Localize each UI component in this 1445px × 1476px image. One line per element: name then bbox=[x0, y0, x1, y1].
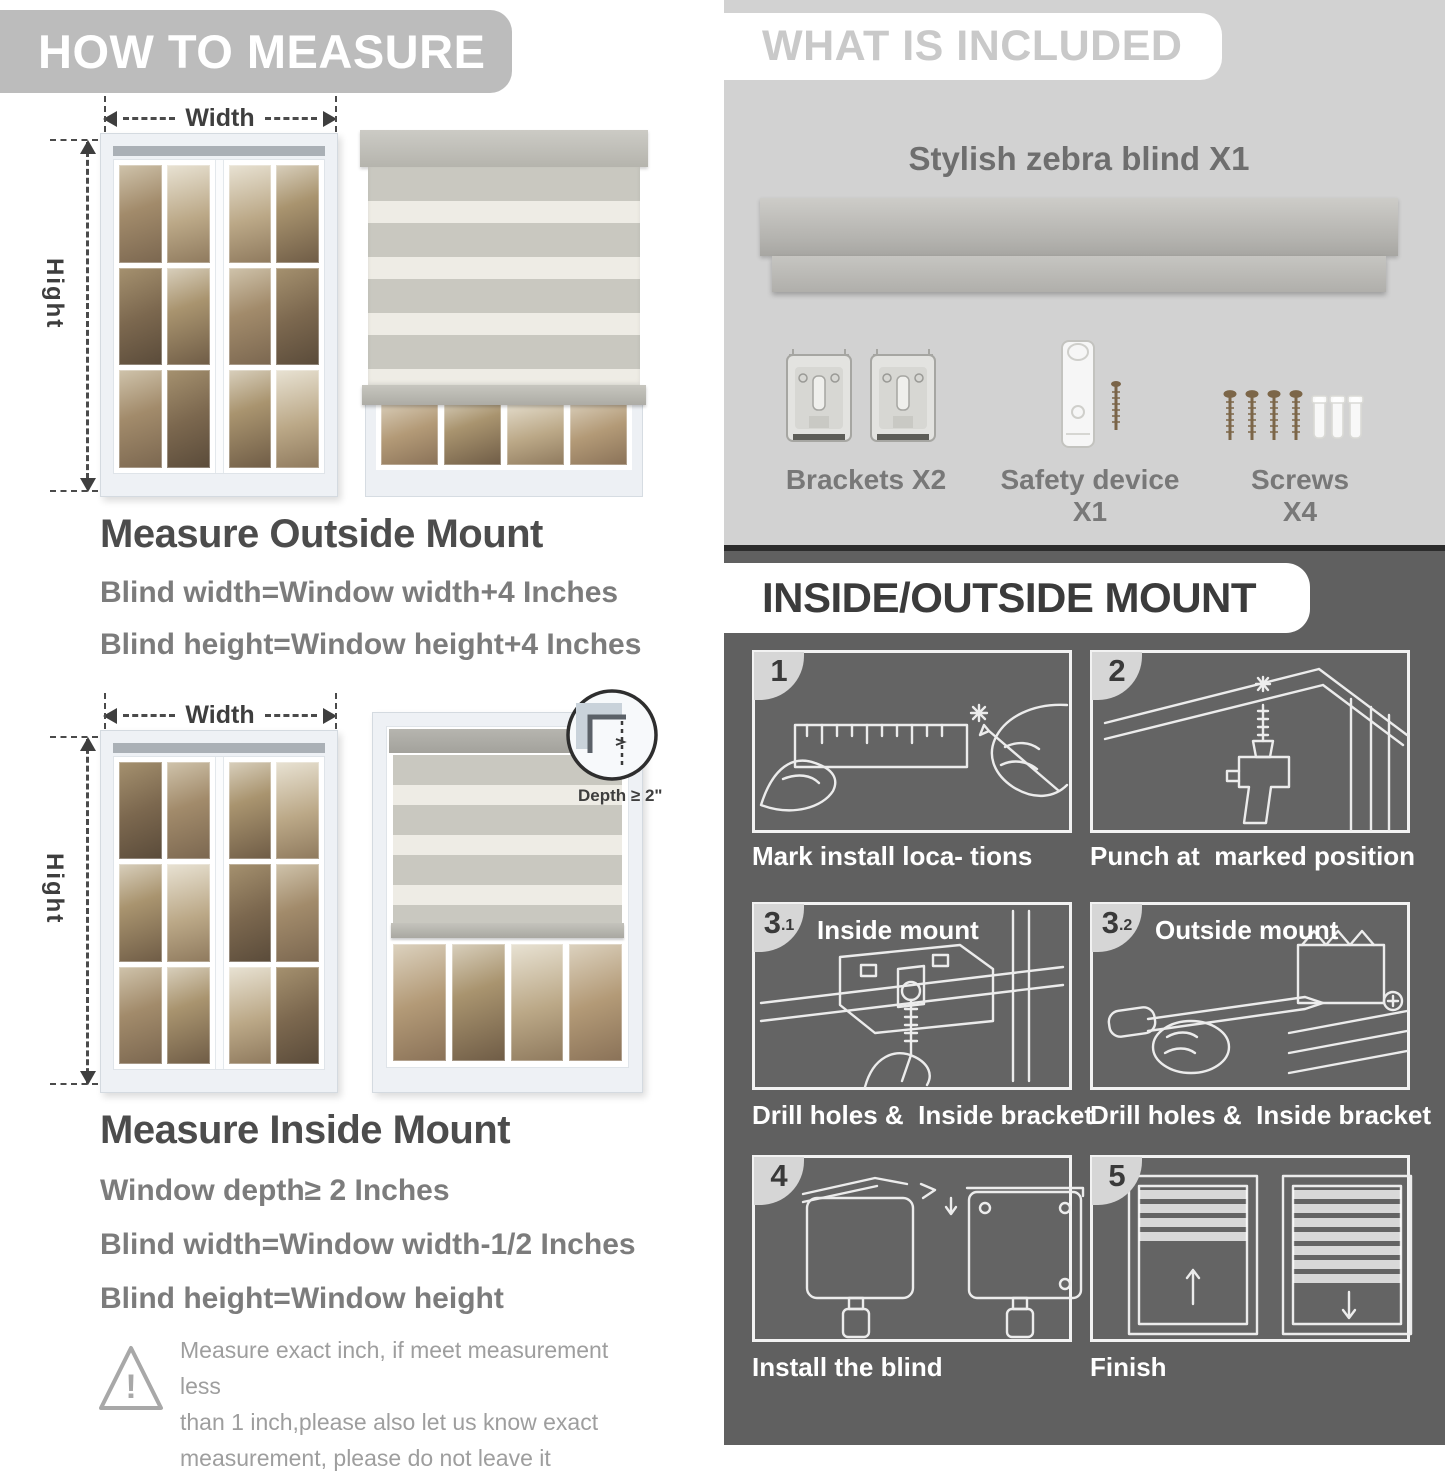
depth-magnifier-icon bbox=[564, 687, 660, 783]
inside-outside-mount-banner bbox=[724, 563, 1310, 633]
how-to-measure-title: HOW TO MEASURE bbox=[38, 25, 486, 78]
step-caption-3-2: Drill holes & Inside bracket bbox=[1090, 1100, 1431, 1130]
safety-device-icon bbox=[1058, 338, 1134, 455]
step-panel-2 bbox=[1090, 650, 1410, 833]
window-casement bbox=[224, 757, 325, 1069]
step-badge: 1 bbox=[754, 652, 804, 700]
blind-bottom-rail-image bbox=[772, 256, 1386, 292]
width-arrow-bottom bbox=[103, 701, 337, 730]
step-badge: 2 bbox=[1092, 652, 1142, 700]
step-panel-3-2 bbox=[1090, 902, 1410, 1090]
window-top-shade bbox=[113, 743, 325, 753]
outside-mount-heading: Measure Outside Mount bbox=[100, 512, 543, 556]
dash-stub bbox=[335, 693, 337, 729]
width-label: Width bbox=[185, 701, 255, 729]
height-line bbox=[86, 142, 89, 488]
right-column bbox=[724, 0, 1445, 1445]
arrow-up-icon bbox=[80, 737, 96, 751]
screws-caption: Screws X4 bbox=[1250, 464, 1350, 527]
window-glass bbox=[113, 159, 325, 474]
arrow-up-icon bbox=[80, 140, 96, 154]
height-line bbox=[86, 739, 89, 1083]
dash-stub bbox=[104, 96, 106, 132]
blind-headrail-image bbox=[760, 198, 1398, 256]
safety-device-caption: Safety device X1 bbox=[1000, 464, 1180, 527]
warning-line-3: measurement, please do not leave it bbox=[180, 1445, 551, 1471]
step-panel-5 bbox=[1090, 1155, 1410, 1342]
window-top-shade bbox=[113, 146, 325, 156]
step-caption-3-1: Drill holes & Inside bracket bbox=[752, 1100, 1093, 1130]
brackets-caption: Brackets X2 bbox=[785, 464, 947, 495]
inside-line-1: Window depth≥ 2 Inches bbox=[100, 1174, 450, 1207]
step-panel-4 bbox=[752, 1155, 1072, 1342]
step-caption-4: Install the blind bbox=[752, 1352, 943, 1382]
dash-stub bbox=[335, 96, 337, 132]
brackets-icon bbox=[786, 346, 936, 453]
mount-section bbox=[724, 551, 1445, 1445]
step-caption-1: Mark install loca- tions bbox=[752, 841, 1033, 871]
screws-icon bbox=[1222, 388, 1374, 451]
warning-line-1: Measure exact inch, if meet measurement less bbox=[180, 1337, 609, 1399]
height-label: Hight bbox=[41, 853, 68, 925]
inside-line-2: Blind width=Window width-1/2 Inches bbox=[100, 1228, 636, 1261]
inside-outside-mount-title: INSIDE/OUTSIDE MOUNT bbox=[762, 574, 1257, 621]
dash-stub bbox=[50, 1083, 98, 1085]
dash-stub bbox=[104, 693, 106, 729]
warning-line-2: than 1 inch,please also let us know exact bbox=[180, 1409, 599, 1435]
what-is-included-banner bbox=[724, 13, 1222, 80]
window-illustration-inside bbox=[100, 730, 338, 1093]
outside-line-2: Blind height=Window height+4 Inches bbox=[100, 628, 642, 661]
inside-mount-label: Inside mount bbox=[817, 915, 979, 945]
how-to-measure-banner bbox=[0, 10, 512, 93]
outside-line-1: Blind width=Window width+4 Inches bbox=[100, 576, 619, 609]
step-badge: 5 bbox=[1092, 1157, 1142, 1205]
blind-headrail bbox=[360, 130, 648, 167]
window-casement bbox=[114, 757, 215, 1069]
step-badge: 3 .1 bbox=[754, 904, 804, 952]
step-badge: 3 .2 bbox=[1092, 904, 1142, 952]
blind-fabric-stripes bbox=[368, 167, 640, 385]
window-glass bbox=[113, 756, 325, 1070]
window-casement bbox=[224, 160, 325, 473]
what-is-included-title: WHAT IS INCLUDED bbox=[762, 22, 1183, 70]
inside-line-3: Blind height=Window height bbox=[100, 1282, 504, 1315]
width-arrow-top bbox=[103, 104, 337, 133]
height-label: Hight bbox=[41, 258, 68, 330]
depth-note: Depth ≥ 2" bbox=[578, 786, 663, 805]
zebra-blind-outside-illustration bbox=[360, 130, 648, 497]
window-casement bbox=[114, 160, 215, 473]
svg-text:!: ! bbox=[125, 1368, 137, 1406]
step-panel-1 bbox=[752, 650, 1072, 833]
step-badge: 4 bbox=[754, 1157, 804, 1205]
blind-bottom-rail bbox=[391, 923, 624, 938]
included-blind-title: Stylish zebra blind X1 bbox=[908, 140, 1250, 177]
inside-mount-heading: Measure Inside Mount bbox=[100, 1108, 511, 1152]
window-illustration-outside bbox=[100, 133, 338, 497]
measure-warning-text bbox=[180, 1332, 650, 1476]
outside-mount-label: Outside mount bbox=[1155, 915, 1339, 945]
blind-bottom-rail bbox=[362, 385, 646, 405]
step-caption-5: Finish bbox=[1090, 1352, 1167, 1382]
dash-stub bbox=[50, 490, 98, 492]
width-label: Width bbox=[185, 104, 255, 132]
window-bottom-section bbox=[387, 938, 628, 1067]
step-caption-2: Punch at marked position bbox=[1090, 841, 1416, 871]
step-panel-3-1 bbox=[752, 902, 1072, 1090]
exclamation-triangle-icon bbox=[95, 1340, 167, 1418]
